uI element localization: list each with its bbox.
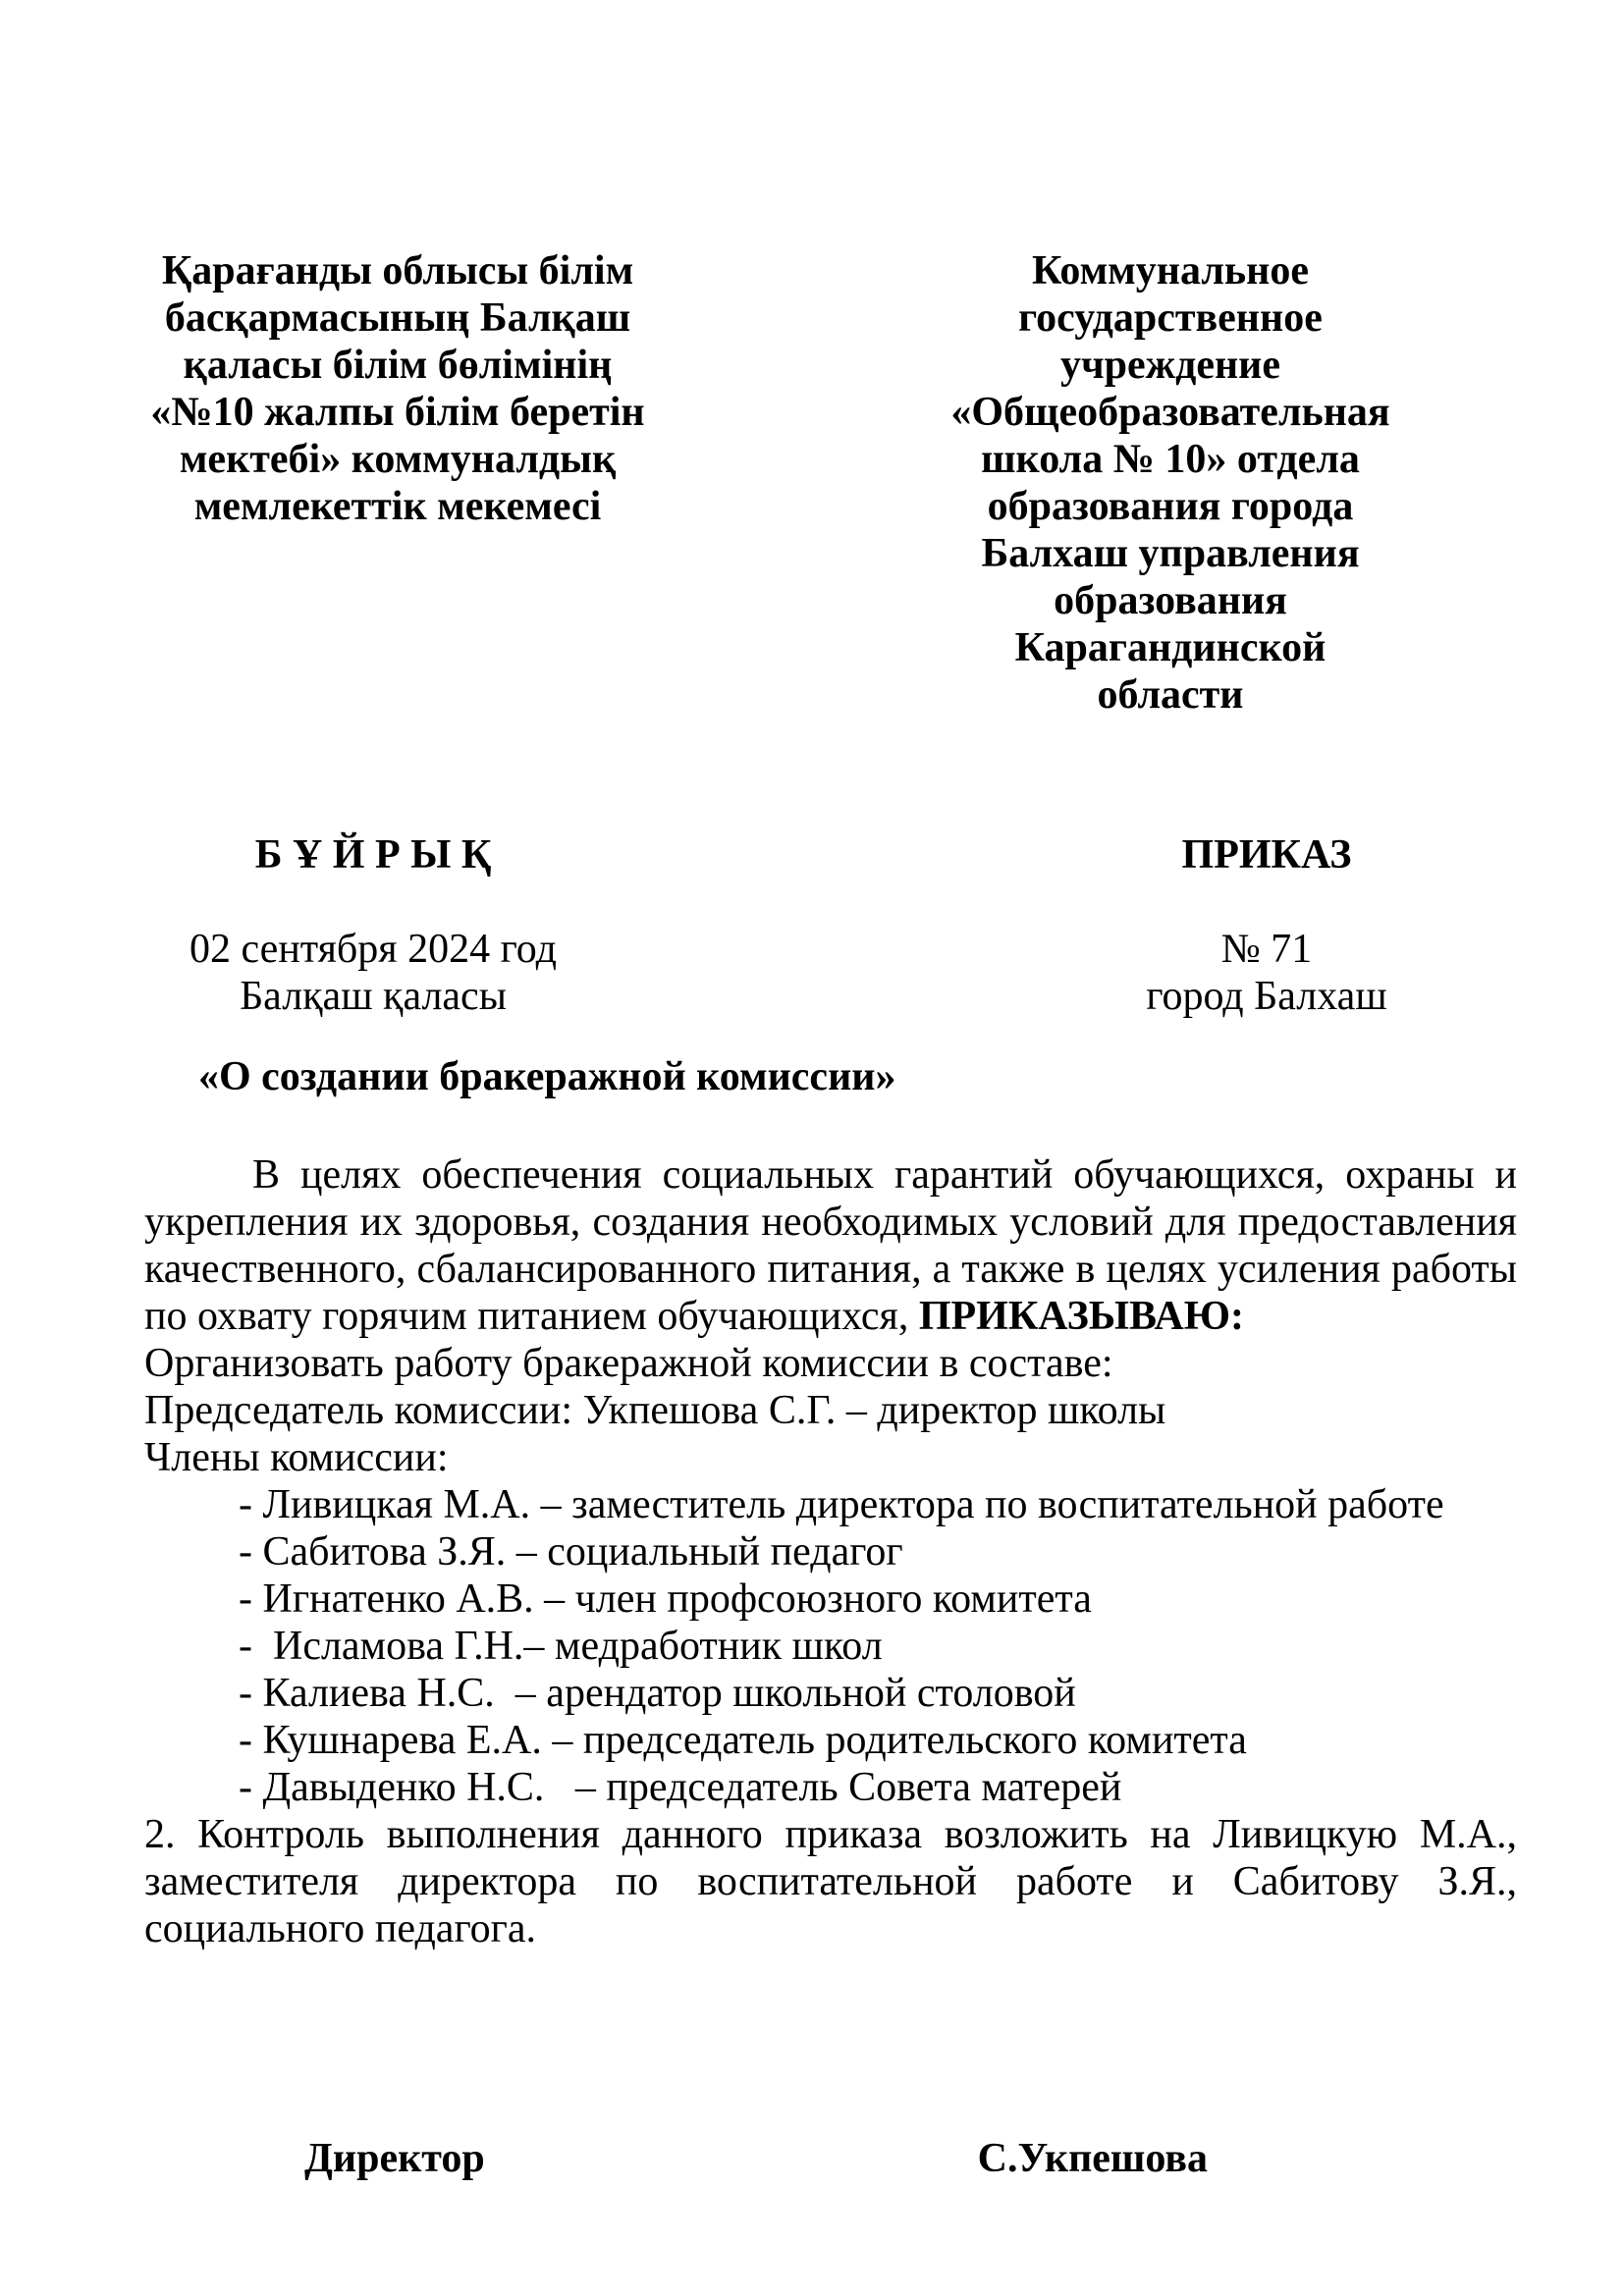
order-city-kazakh: Балқаш қаласы bbox=[240, 974, 507, 1019]
member-item: - Давыденко Н.С. – председатель Совета матерей bbox=[239, 1765, 1122, 1810]
order-title-row bbox=[0, 831, 1624, 879]
order-city-russian: город Балхаш bbox=[1146, 974, 1387, 1019]
order-subject: «О создании бракеражной комиссии» bbox=[198, 1054, 896, 1099]
signature-position: Директор bbox=[304, 2136, 485, 2181]
order-city-row bbox=[0, 973, 1624, 1020]
members-label: Члены комиссии: bbox=[144, 1435, 449, 1480]
signature-block bbox=[0, 2135, 1624, 2182]
order-title-russian: ПРИКАЗ bbox=[1181, 832, 1352, 878]
signature-name: С.Укпешова bbox=[977, 2136, 1208, 2181]
chair-line: Председатель комиссии: Укпешова С.Г. – директор школы bbox=[144, 1388, 1166, 1433]
member-item: - Ливицкая М.А. – заместитель директора по воспитательной работе bbox=[239, 1482, 1444, 1527]
control-paragraph: 2. Контроль выполнения данного приказа возложить на Ливицкую М.А., заместителя директора по воспитательной работе и Сабитову З.Я., социального педагога. bbox=[144, 1812, 1517, 1951]
intro-directive: ПРИКАЗЫВАЮ: bbox=[918, 1294, 1244, 1339]
letterhead-russian: Коммунальное государственное учреждение «Общеобразовательная школа № 10» отдела образования города Балхаш управления образования Карагандинской области bbox=[950, 248, 1390, 718]
member-item: - Калиева Н.С. – арендатор школьной столовой bbox=[239, 1671, 1076, 1716]
order-number: № 71 bbox=[1220, 927, 1313, 972]
intro-paragraph bbox=[144, 1151, 1517, 1340]
letterhead bbox=[0, 0, 1624, 719]
intro-text: В целях обеспечения социальных гарантий обучающихся, охраны и укрепления их здоровья, создания необходимых условий для предоставления качественного, сбалансированного питания, а также в целях усиления работы по охвату горячим питанием обучающихся, bbox=[144, 1152, 1517, 1339]
member-item: - Игнатенко А.В. – член профсоюзного комитета bbox=[239, 1576, 1092, 1622]
member-item: - Сабитова З.Я. – социальный педагог bbox=[239, 1529, 903, 1575]
member-item: - Кушнарева Е.А. – председатель родительского комитета bbox=[239, 1718, 1247, 1763]
order-date-row bbox=[0, 926, 1624, 973]
order-date: 02 сентября 2024 год bbox=[189, 927, 557, 972]
order-title-kazakh: Б Ұ Й Р Ы Қ bbox=[254, 832, 492, 878]
letterhead-kazakh: Қарағанды облысы білім басқармасының Балқаш қаласы білім бөлімінің «№10 жалпы білім беретін мектебі» коммуналдық мемлекеттік мекемесі bbox=[150, 248, 645, 529]
members-list bbox=[0, 1481, 1624, 1811]
member-item: - Исламова Г.Н.– медработник школ bbox=[239, 1624, 883, 1669]
organize-line: Организовать работу бракеражной комиссии в составе: bbox=[144, 1341, 1113, 1386]
